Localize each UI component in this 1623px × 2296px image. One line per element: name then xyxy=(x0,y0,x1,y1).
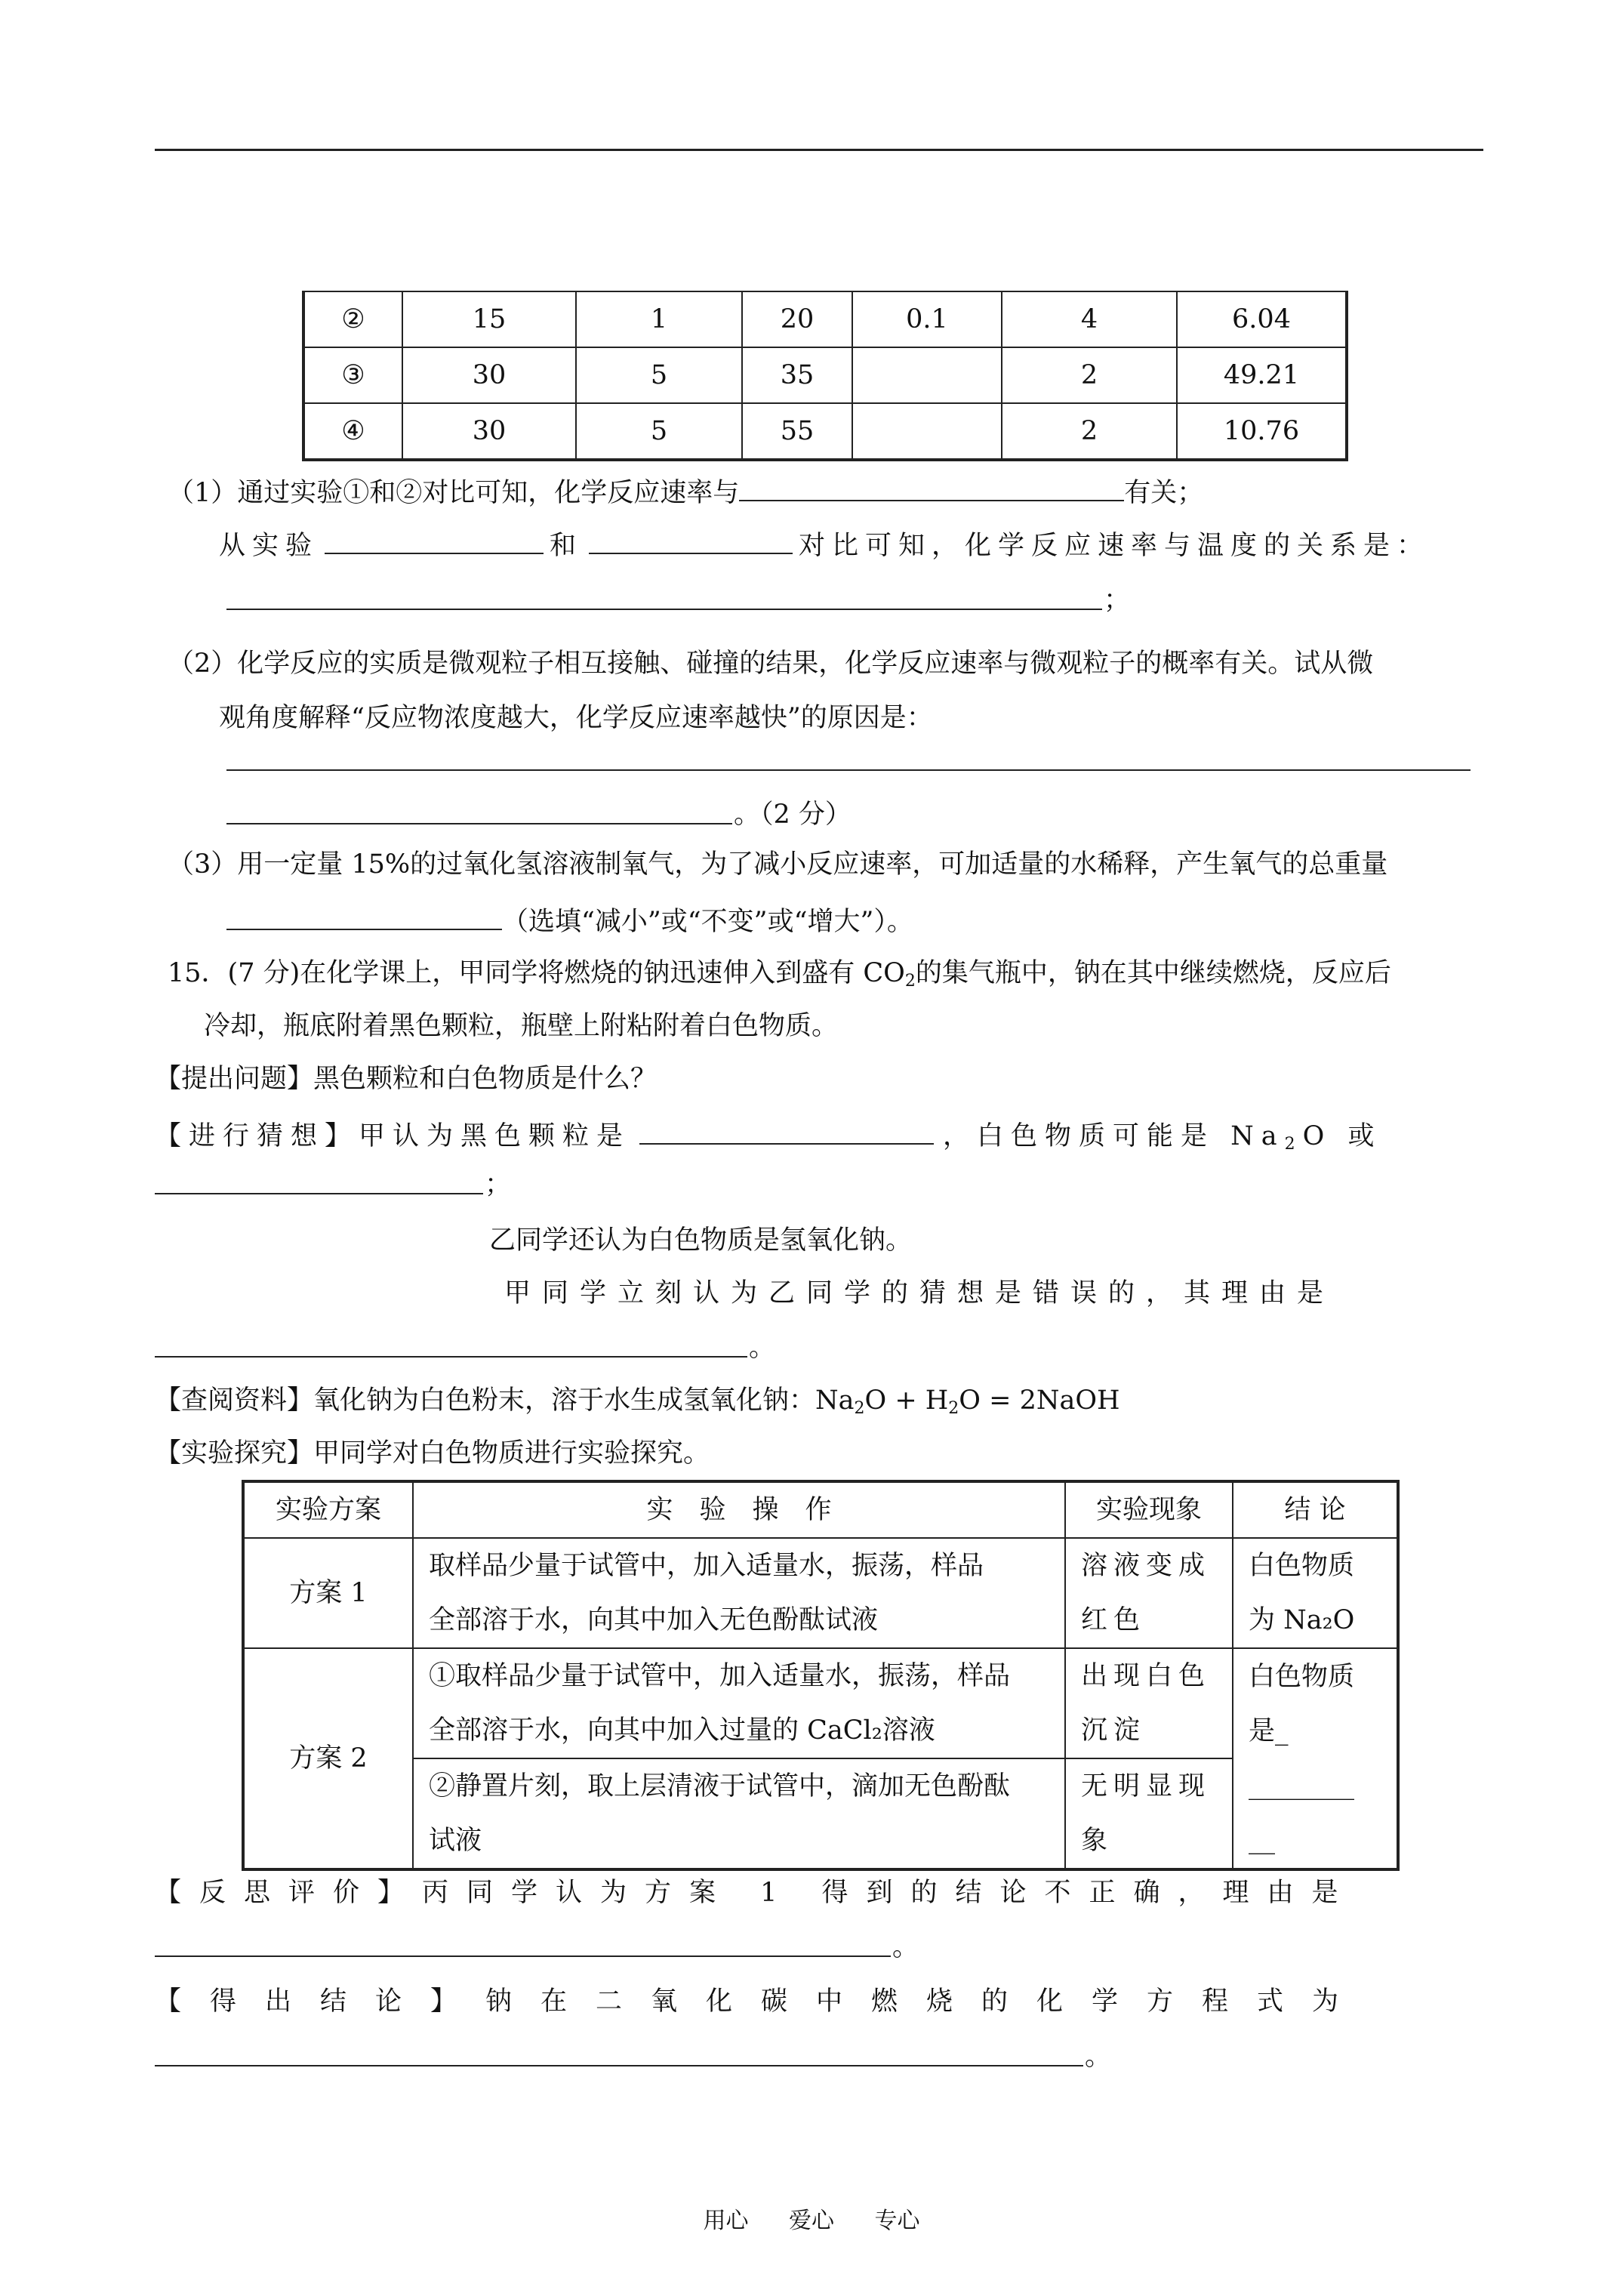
table-header-row xyxy=(243,1481,1398,1538)
q15-intro-line2: 冷却，瓶底附着黑色颗粒，瓶壁上附粘附着白色物质。 xyxy=(204,1011,839,1041)
cell-line: 白色物质 xyxy=(1249,1662,1355,1692)
q14-part2-line2: 观角度解释“反应物浓度越大，化学反应速率越快”的原因是： xyxy=(219,703,933,733)
cell-line: 全部溶于水，向其中加入过量的 CaCl₂溶液 xyxy=(429,1715,935,1746)
table-row xyxy=(243,1648,1398,1758)
subscript: 2 xyxy=(904,972,916,991)
answer-blank[interactable]: __ xyxy=(1249,1825,1275,1855)
subscript: 2 xyxy=(948,1399,959,1418)
table-cell: 5 xyxy=(576,403,742,460)
plan2-operation2 xyxy=(413,1758,1065,1869)
answer-blank[interactable] xyxy=(589,530,793,554)
q15-guess-text: ，白色物质可能是 Na xyxy=(943,1121,1285,1151)
table-cell: 2 xyxy=(1002,403,1177,460)
answer-blank[interactable]: ________ xyxy=(1249,1771,1354,1801)
q14-part3-line2 xyxy=(226,906,913,935)
answer-blank[interactable] xyxy=(639,1120,934,1145)
table-cell: ③ xyxy=(303,347,402,403)
plan2-phenomenon1 xyxy=(1065,1648,1233,1758)
cell-line: 象 xyxy=(1081,1826,1114,1856)
table-cell: 5 xyxy=(576,347,742,403)
cell-line: 沉淀 xyxy=(1081,1715,1147,1746)
cell-line: 全部溶于水，向其中加入无色酚酞试液 xyxy=(429,1605,879,1635)
footer-text: 爱心 xyxy=(789,2208,834,2234)
cell-line: 为 Na₂O xyxy=(1249,1605,1355,1635)
table-cell: 2 xyxy=(1002,347,1177,403)
table-cell: 0.1 xyxy=(852,291,1002,347)
q14-part1-line2 xyxy=(219,530,1430,559)
q15-reference-text: O + H xyxy=(864,1385,949,1416)
cell-line: 是_ xyxy=(1249,1716,1289,1746)
q14-part1-line1 xyxy=(168,477,1203,507)
subscript: 2 xyxy=(854,1399,865,1418)
answer-line[interactable] xyxy=(155,1193,483,1194)
q14-part3-line1: （3）用一定量 15%的过氧化氢溶液制氧气，为了减小反应速率，可加适量的水稀释，产生氧气的总重量 xyxy=(168,849,1388,880)
q15-jia-reason: 甲同学立刻认为乙同学的猜想是错误的，其理由是 xyxy=(504,1278,1335,1308)
answer-blank[interactable] xyxy=(226,906,502,930)
table-row xyxy=(303,291,1347,347)
plan1-operation xyxy=(413,1538,1065,1648)
q15-reference xyxy=(155,1385,1120,1418)
cell-line: 取样品少量于试管中，加入适量水，振荡，样品 xyxy=(429,1551,984,1581)
table-cell: 4 xyxy=(1002,291,1177,347)
experiment-table xyxy=(242,1480,1400,1871)
q15-reference-text: 【查阅资料】氧化钠为白色粉末，溶于水生成氢氧化钠：Na xyxy=(155,1385,855,1416)
table-row xyxy=(303,403,1347,460)
q15-ask: 【提出问题】黑色颗粒和白色物质是什么？ xyxy=(155,1064,658,1094)
q14-part2-line1: （2）化学反应的实质是微观粒子相互接触、碰撞的结果，化学反应速率与微观粒子的概率有关。试从微 xyxy=(168,649,1374,679)
q14-part2-score: 。（2 分） xyxy=(734,800,852,830)
q15-reflect-end: 。 xyxy=(892,1932,919,1962)
cell-line: 白色物质 xyxy=(1249,1551,1355,1581)
rate-data-table xyxy=(302,291,1348,461)
subscript: 2 xyxy=(1284,1135,1303,1154)
answer-line[interactable] xyxy=(226,823,732,824)
q15-guess-line xyxy=(155,1120,1382,1154)
q15-yi-guess: 乙同学还认为白色物质是氢氧化钠。 xyxy=(489,1225,913,1256)
table-header: 实 验 操 作 xyxy=(413,1481,1065,1538)
plan2-conclusion xyxy=(1233,1648,1398,1869)
q14-part1-end: 有关； xyxy=(1124,478,1204,508)
q15-conclude-end: 。 xyxy=(1085,2042,1112,2072)
answer-line[interactable] xyxy=(226,769,1471,771)
cell-line: 溶液变成 xyxy=(1081,1551,1212,1581)
table-cell: 30 xyxy=(402,347,576,403)
table-cell: ② xyxy=(303,291,402,347)
q15-intro-line1 xyxy=(168,958,1391,991)
page-footer xyxy=(0,2202,1623,2235)
q15-guess-text: O 或 xyxy=(1302,1121,1382,1151)
footer-text: 专心 xyxy=(874,2208,920,2234)
q15-guess-end: ； xyxy=(485,1170,512,1200)
cell-line: 试液 xyxy=(429,1826,482,1856)
cell-line: ②静置片刻，取上层清液于试管中，滴加无色酚酞 xyxy=(429,1771,1011,1801)
plan1-name: 方案 1 xyxy=(243,1538,413,1648)
answer-blank[interactable] xyxy=(739,477,1124,501)
q15-jia-end: 。 xyxy=(749,1333,776,1363)
cell-line: 红色 xyxy=(1081,1605,1147,1635)
plan2-name: 方案 2 xyxy=(243,1648,413,1869)
answer-line[interactable] xyxy=(155,2065,1083,2066)
table-row xyxy=(243,1758,1398,1869)
q14-part1-text: 对比可知，化学反应速率与温度的关系是： xyxy=(799,531,1431,561)
q14-part1-text: 从实验 xyxy=(219,531,319,561)
table-cell: 49.21 xyxy=(1177,347,1347,403)
table-header: 实验方案 xyxy=(243,1481,413,1538)
table-cell xyxy=(852,403,1002,460)
footer-text: 用心 xyxy=(703,2208,749,2234)
table-cell: 6.04 xyxy=(1177,291,1347,347)
q15-reflect: 【反思评价】丙同学认为方案 1 得到的结论不正确，理由是 xyxy=(155,1878,1357,1908)
table-header: 结 论 xyxy=(1233,1481,1398,1538)
header-rule xyxy=(155,149,1483,151)
q14-part1-text: 和 xyxy=(550,531,584,561)
plan1-conclusion xyxy=(1233,1538,1398,1648)
q15-explore: 【实验探究】甲同学对白色物质进行实验探究。 xyxy=(155,1438,710,1469)
table-row xyxy=(303,347,1347,403)
answer-line[interactable] xyxy=(155,1356,747,1358)
table-cell: 1 xyxy=(576,291,742,347)
table-cell xyxy=(852,347,1002,403)
q15-guess-text: 【进行猜想】甲认为黑色颗粒是 xyxy=(155,1121,631,1151)
answer-line[interactable] xyxy=(155,1955,891,1957)
table-cell: 55 xyxy=(742,403,852,460)
cell-line: ①取样品少量于试管中，加入适量水，振荡，样品 xyxy=(429,1661,1011,1691)
q14-part1-end: ； xyxy=(1104,585,1131,615)
table-cell: 15 xyxy=(402,291,576,347)
q14-part1-text: （1）通过实验①和②对比可知，化学反应速率与 xyxy=(168,478,740,508)
table-header: 实验现象 xyxy=(1065,1481,1233,1538)
answer-line[interactable] xyxy=(226,609,1102,610)
q14-part3-text: （选填“减小”或“不变”或“增大”）。 xyxy=(502,907,913,937)
table-cell: ④ xyxy=(303,403,402,460)
answer-blank[interactable] xyxy=(325,530,544,554)
cell-line: 出现白色 xyxy=(1081,1661,1212,1691)
table-row xyxy=(243,1538,1398,1648)
table-cell: 20 xyxy=(742,291,852,347)
table-cell: 30 xyxy=(402,403,576,460)
plan1-phenomenon xyxy=(1065,1538,1233,1648)
plan2-phenomenon2 xyxy=(1065,1758,1233,1869)
cell-line: 无明显现 xyxy=(1081,1771,1212,1801)
q15-reference-text: O = 2NaOH xyxy=(959,1385,1120,1416)
q15-conclude: 【得出结论】钠在二氧化碳中燃烧的化学方程式为 xyxy=(155,1986,1368,2017)
q15-intro-text: 15．(7 分)在化学课上，甲同学将燃烧的钠迅速伸入到盛有 CO xyxy=(168,958,905,988)
plan2-operation1 xyxy=(413,1648,1065,1758)
table-cell: 10.76 xyxy=(1177,403,1347,460)
q15-intro-text: 的集气瓶中，钠在其中继续燃烧，反应后 xyxy=(915,958,1391,988)
table-cell: 35 xyxy=(742,347,852,403)
